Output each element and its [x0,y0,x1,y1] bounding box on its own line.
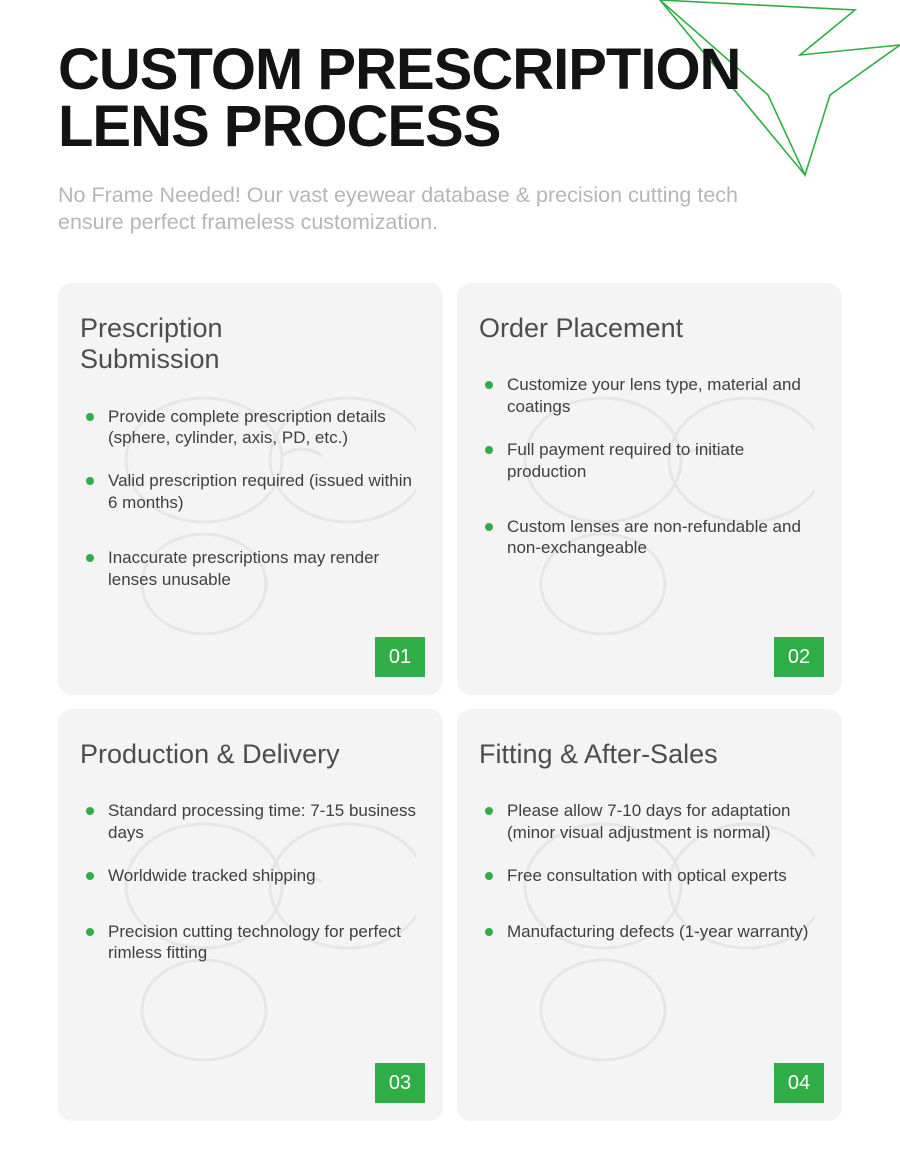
card-title: Production & Delivery [80,739,340,769]
process-card-02 [457,283,842,695]
process-card-grid [58,283,842,1121]
list-item: Precision cutting technology for perfect rimless fitting [80,921,417,964]
process-card-04 [457,709,842,1121]
step-number-badge: 03 [375,1063,425,1103]
list-item: Provide complete prescription details (sphere, cylinder, axis, PD, etc.) [80,406,417,449]
poster-header [58,37,838,237]
step-number-badge: 01 [375,637,425,677]
list-item: Free consultation with optical experts [479,865,816,886]
list-item: Customize your lens type, material and coatings [479,374,816,417]
step-number-badge: 04 [774,1063,824,1103]
step-number-badge: 02 [774,637,824,677]
card-bullet-list [479,374,816,558]
list-item: Valid prescription required (issued within 6 months) [80,470,417,513]
card-bullet-list [479,800,816,942]
card-title: Fitting & After-Sales [479,739,718,769]
page-title: CUSTOM PRESCRIPTION LENS PROCESS [58,37,741,159]
card-bullet-list [80,406,417,590]
list-item: Please allow 7-10 days for adaptation (minor visual adjustment is normal) [479,800,816,843]
list-item: Standard processing time: 7-15 business days [80,800,417,843]
card-bullet-list [80,800,417,963]
list-item: Worldwide tracked shipping [80,865,417,886]
process-card-03 [58,709,443,1121]
page-subtitle: No Frame Needed! Our vast eyewear database & precision cutting tech ensure perfect frameless customization. [58,182,738,235]
card-title: Order Placement [479,313,684,343]
list-item: Manufacturing defects (1-year warranty) [479,921,816,942]
list-item: Custom lenses are non-refundable and non-exchangeable [479,516,816,559]
card-title: Prescription Submission [80,313,223,375]
process-card-01 [58,283,443,695]
list-item: Inaccurate prescriptions may render lenses unusable [80,547,417,590]
list-item: Full payment required to initiate production [479,439,816,482]
